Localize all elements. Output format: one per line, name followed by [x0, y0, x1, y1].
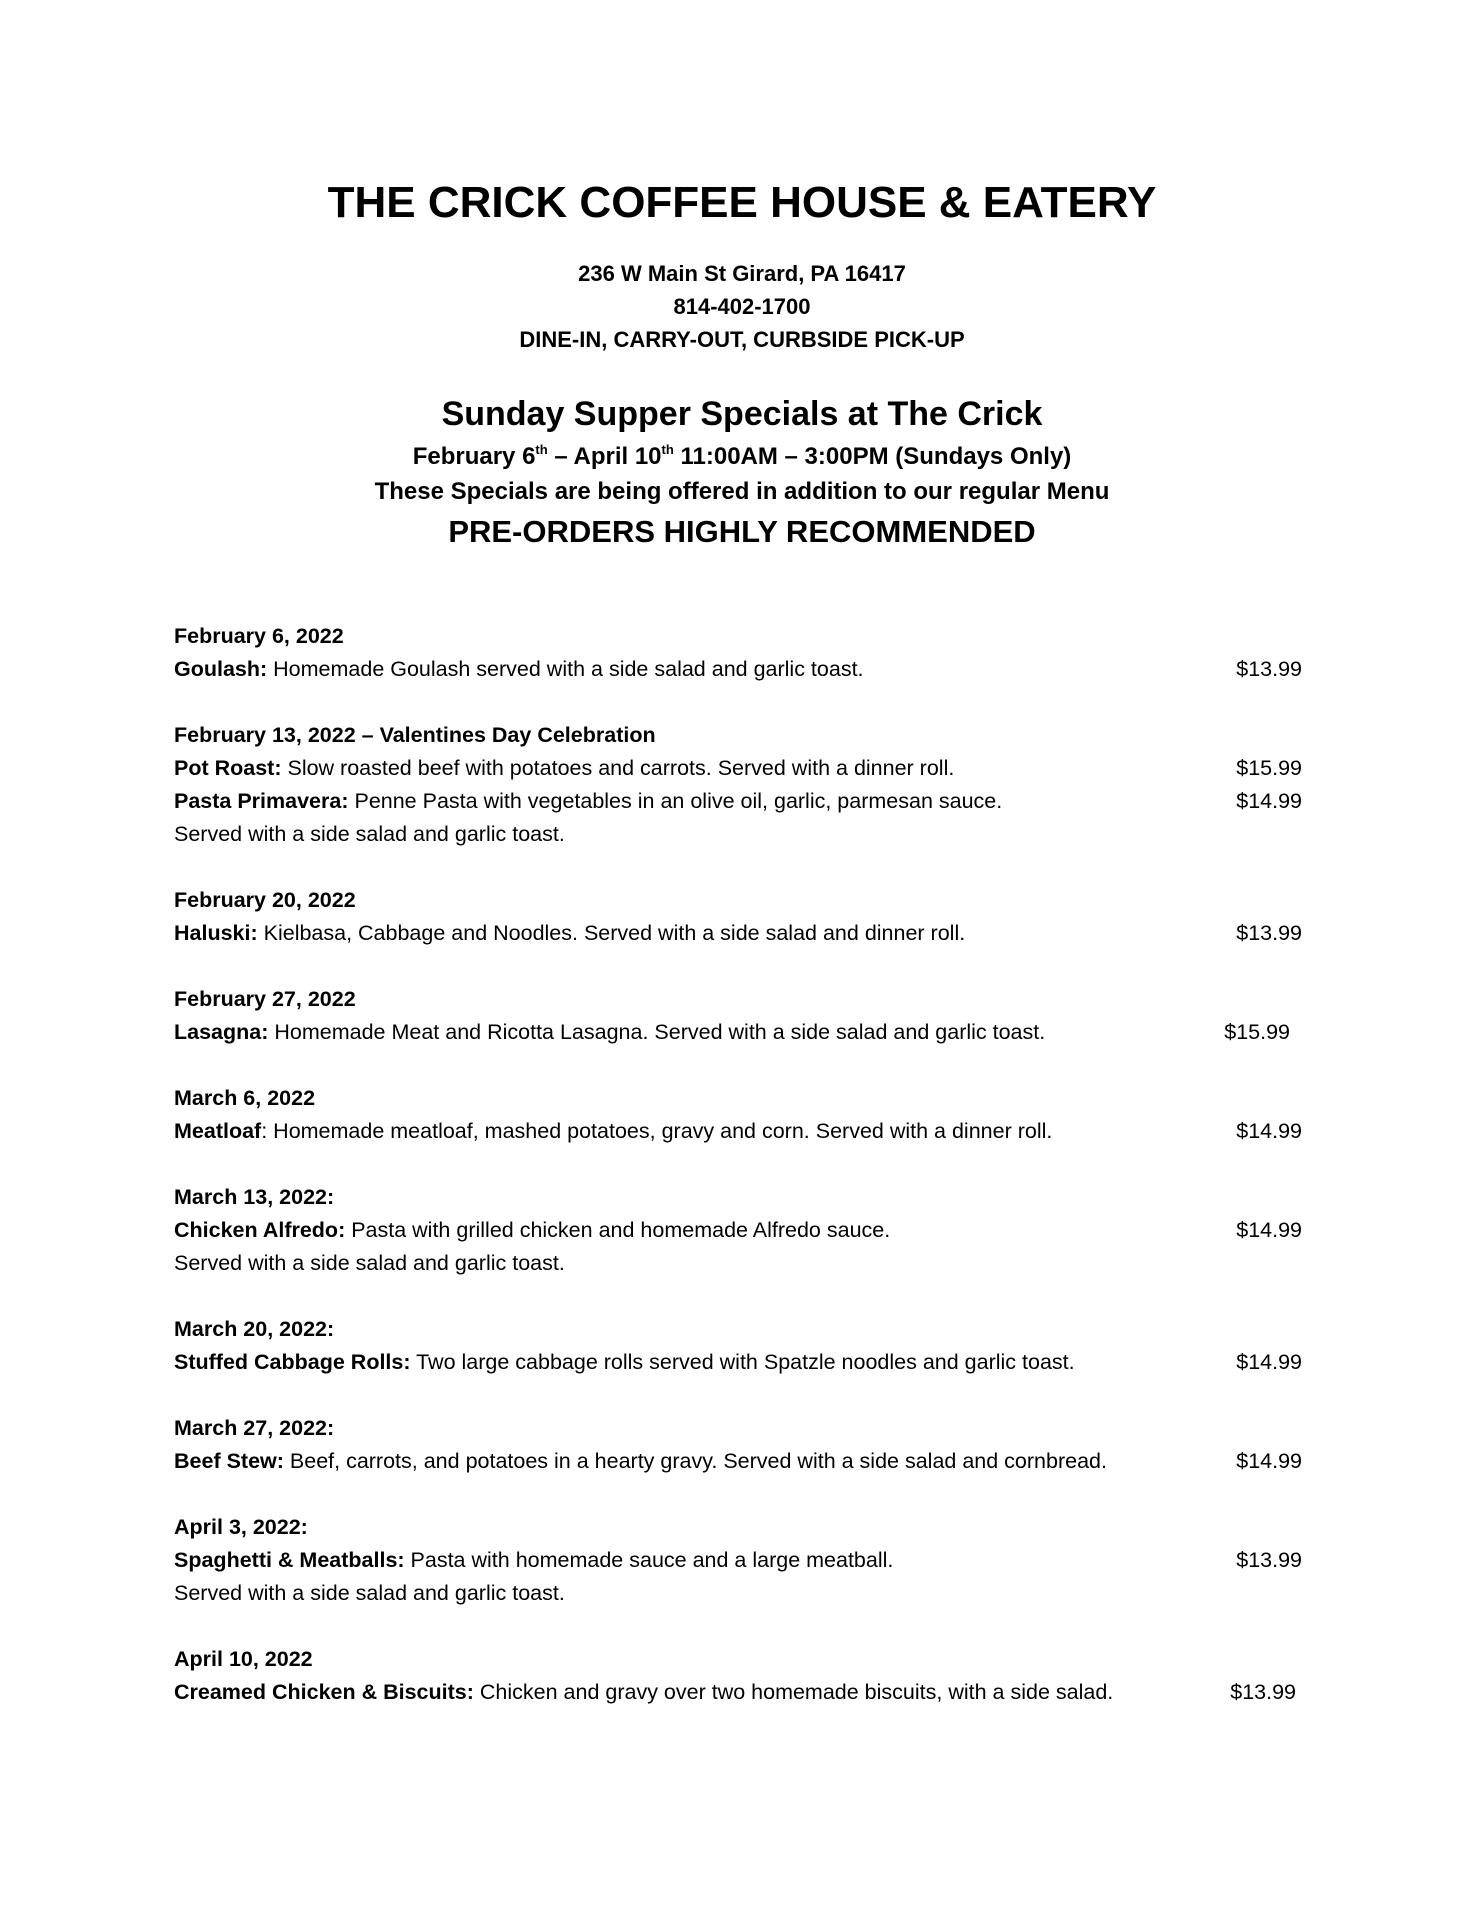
week-entry [174, 884, 1334, 950]
week-date: February 27, 2022 [174, 987, 356, 1011]
contact-block [0, 257, 1484, 356]
item-price: $14.99 [1236, 789, 1302, 813]
item-name: Creamed Chicken & Biscuits: [174, 1680, 474, 1704]
item-name: Beef Stew: [174, 1449, 284, 1473]
week-date: February 6, 2022 [174, 624, 344, 648]
specials-title: Sunday Supper Specials at The Crick [441, 395, 1043, 433]
item-description: Beef, carrots, and potatoes in a hearty gravy. Served with a side salad and cornbread. [283, 1449, 1107, 1473]
menu-item [174, 785, 1334, 818]
item-description: Two large cabbage rolls served with Spatzle noodles and garlic toast. [410, 1350, 1075, 1374]
week-entry [174, 620, 1334, 686]
item-price: $14.99 [1236, 1449, 1302, 1473]
week-entry [174, 1082, 1334, 1148]
specials-dates [0, 442, 1484, 471]
item-name: Haluski: [174, 921, 258, 945]
menu-item [174, 752, 1334, 785]
menu-item [174, 1016, 1334, 1049]
dates-start-suffix: th [535, 442, 548, 457]
preorder-notice: PRE-ORDERS HIGHLY RECOMMENDED [448, 514, 1036, 549]
item-description: Chicken and gravy over two homemade biscuits, with a side salad. [473, 1680, 1114, 1704]
item-description-continued: Served with a side salad and garlic toast. [174, 1251, 565, 1275]
week-entry [174, 1412, 1334, 1478]
item-name: Pot Roast: [174, 756, 282, 780]
menu-item [174, 1544, 1334, 1577]
dates-end: – April 10 [547, 443, 662, 470]
item-description: Penne Pasta with vegetables in an olive oil, garlic, parmesan sauce. [348, 789, 1003, 813]
item-name: Meatloaf [174, 1119, 262, 1143]
item-price: $13.99 [1236, 1548, 1302, 1572]
dates-hours: 11:00AM – 3:00PM (Sundays Only) [673, 443, 1072, 470]
phone-number: 814-402-1700 [673, 294, 811, 319]
item-description: Slow roasted beef with potatoes and carrots. Served with a dinner roll. [281, 756, 955, 780]
item-description: Homemade Goulash served with a side salad and garlic toast. [267, 657, 864, 681]
week-entry [174, 719, 1334, 851]
menu-item [174, 1676, 1334, 1709]
item-price: $14.99 [1236, 1119, 1302, 1143]
item-price: $13.99 [1230, 1680, 1296, 1704]
restaurant-name: THE CRICK COFFEE HOUSE & EATERY [327, 178, 1157, 227]
item-name: Spaghetti & Meatballs: [174, 1548, 405, 1572]
week-date: April 3, 2022: [174, 1515, 308, 1539]
dates-end-suffix: th [661, 442, 674, 457]
week-date: February 13, 2022 – Valentines Day Celebration [174, 723, 656, 747]
item-description: Homemade Meat and Ricotta Lasagna. Served with a side salad and garlic toast. [268, 1020, 1046, 1044]
menu-item [174, 1115, 1334, 1148]
week-entry [174, 1511, 1334, 1610]
week-date: March 27, 2022: [174, 1416, 335, 1440]
week-date: March 6, 2022 [174, 1086, 316, 1110]
item-price: $15.99 [1224, 1020, 1290, 1044]
item-description: Pasta with homemade sauce and a large meatball. [404, 1548, 894, 1572]
week-date: April 10, 2022 [174, 1647, 313, 1671]
week-entry [174, 1643, 1334, 1709]
item-price: $14.99 [1236, 1218, 1302, 1242]
item-price: $15.99 [1236, 756, 1302, 780]
menu-item [174, 917, 1334, 950]
item-description: Pasta with grilled chicken and homemade Alfredo sauce. [345, 1218, 891, 1242]
item-price: $13.99 [1236, 657, 1302, 681]
item-price: $14.99 [1236, 1350, 1302, 1374]
week-entry [174, 1313, 1334, 1379]
item-name: Pasta Primavera: [174, 789, 349, 813]
week-date: February 20, 2022 [174, 888, 356, 912]
week-entry [174, 1181, 1334, 1280]
week-date: March 13, 2022: [174, 1185, 335, 1209]
weekly-menu [174, 620, 1334, 1742]
week-entry [174, 983, 1334, 1049]
item-price: $13.99 [1236, 921, 1302, 945]
item-name: Goulash: [174, 657, 268, 681]
menu-item [174, 1214, 1334, 1247]
week-date: March 20, 2022: [174, 1317, 335, 1341]
service-options: DINE-IN, CARRY-OUT, CURBSIDE PICK-UP [519, 327, 965, 352]
menu-item [174, 1346, 1334, 1379]
dates-start: February 6 [412, 443, 536, 470]
item-description: Kielbasa, Cabbage and Noodles. Served with a side salad and dinner roll. [257, 921, 966, 945]
item-name: Stuffed Cabbage Rolls: [174, 1350, 411, 1374]
menu-item [174, 653, 1334, 686]
specials-note: These Specials are being offered in addition to our regular Menu [374, 478, 1110, 505]
menu-item [174, 1445, 1334, 1478]
item-description: : Homemade meatloaf, mashed potatoes, gravy and corn. Served with a dinner roll. [261, 1119, 1053, 1143]
item-name: Chicken Alfredo: [174, 1218, 346, 1242]
address: 236 W Main St Girard, PA 16417 [578, 261, 906, 286]
item-description-continued: Served with a side salad and garlic toast. [174, 822, 565, 846]
item-name: Lasagna: [174, 1020, 269, 1044]
item-description-continued: Served with a side salad and garlic toast. [174, 1581, 565, 1605]
